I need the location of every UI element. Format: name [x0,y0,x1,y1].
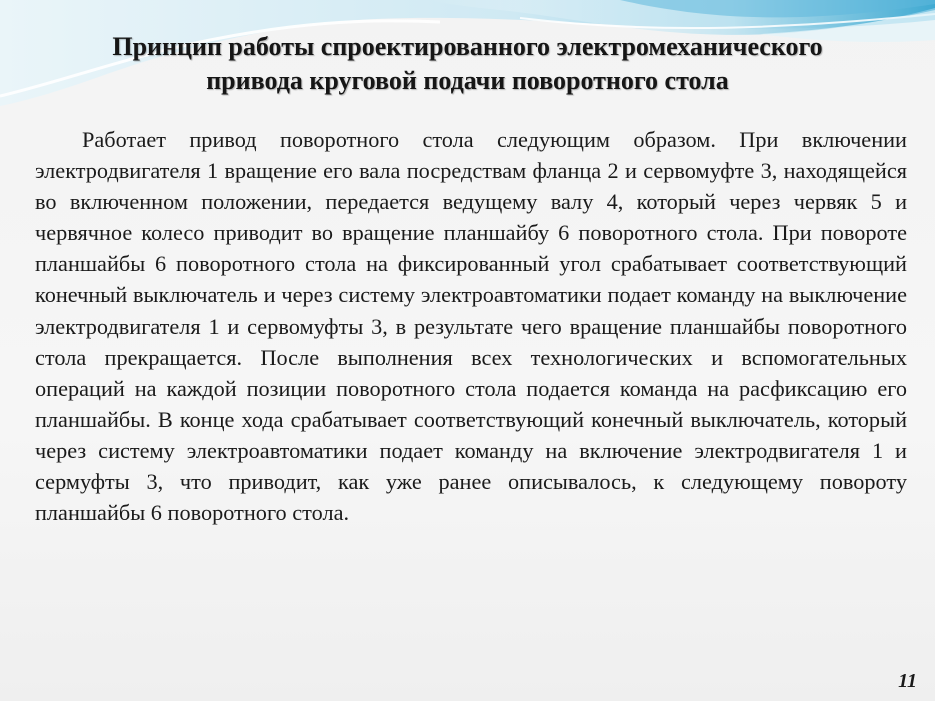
page-number: 11 [898,670,917,692]
title-line-2: привода круговой подачи поворотного стола [206,66,729,95]
title-line-1: Принцип работы спроектированного электромеханического [112,32,823,61]
body-paragraph: Работает привод поворотного стола следующим образом. При включении электродвигателя 1 вращение его вала посредствам фланца 2 и сервомуфте 3, находящейся во включенном положении, передается ведущему валу 4, который через червяк 5 и червячное колесо приводит во вращение планшайбу 6 поворотного стола. При повороте планшайбы 6 поворотного стола на фиксированный угол срабатывает соответствующий конечный выключатель и через систему электроавтоматики подает команду на выключение электродвигателя 1 и сервомуфты 3, в результате чего вращение планшайбы поворотного стола прекращается. После выполнения всех технологических и вспомогательных операций на каждой позиции поворотного стола подается команда на расфиксацию его планшайбы. В конце хода срабатывает соответствующий конечный выключатель, который через систему электроавтоматики подает команду на включение электродвигателя 1 и сермуфты 3, что приводит, как уже ранее описывалось, к следующему повороту планшайбы 6 поворотного стола. [35,127,907,526]
slide-title [20,30,915,98]
